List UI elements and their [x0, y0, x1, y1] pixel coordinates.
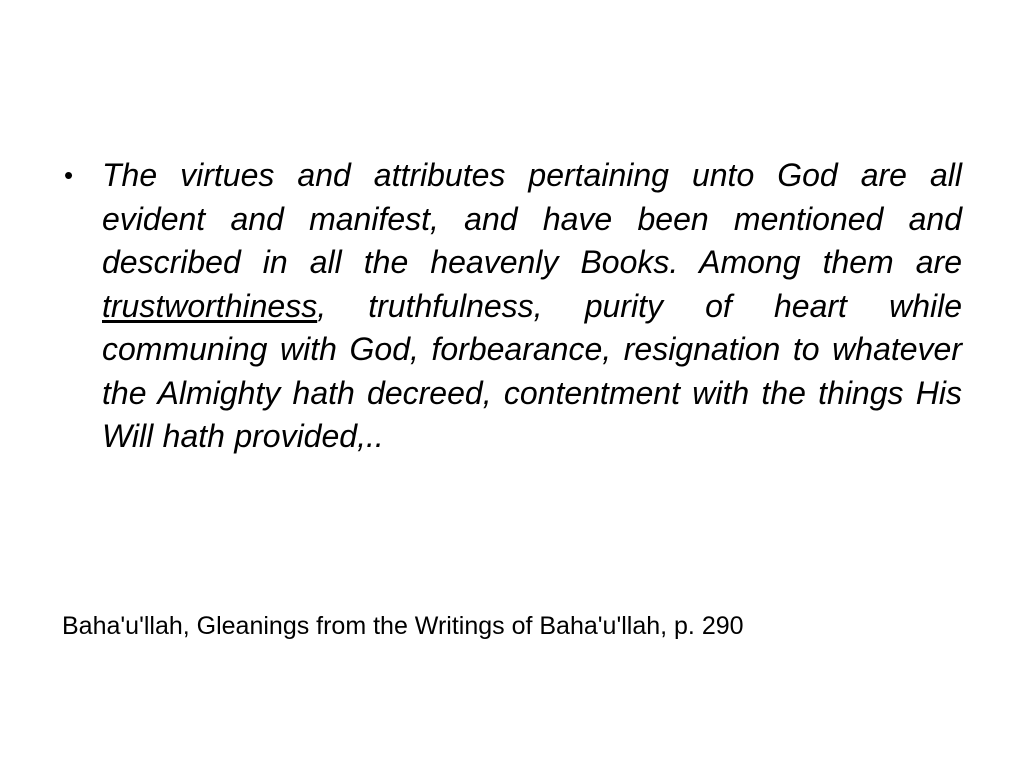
quote-text-after: , truthfulness, purity of heart while communing with God, forbearance, resignation to whatever the Almighty hath decreed, contentment with the things His Will hath provided,.. [102, 287, 962, 454]
bullet-item [64, 154, 962, 459]
quote-text [102, 154, 962, 459]
underlined-word: trustworthiness [102, 287, 318, 324]
quote-text-before: The virtues and attributes pertaining unto God are all evident and manifest, and have been mentioned and described in all the heavenly Books. Among them are [102, 157, 962, 280]
citation: Baha'u'llah, Gleanings from the Writings of Baha'u'llah, p. 290 [62, 612, 744, 640]
bullet-icon: • [64, 160, 74, 190]
